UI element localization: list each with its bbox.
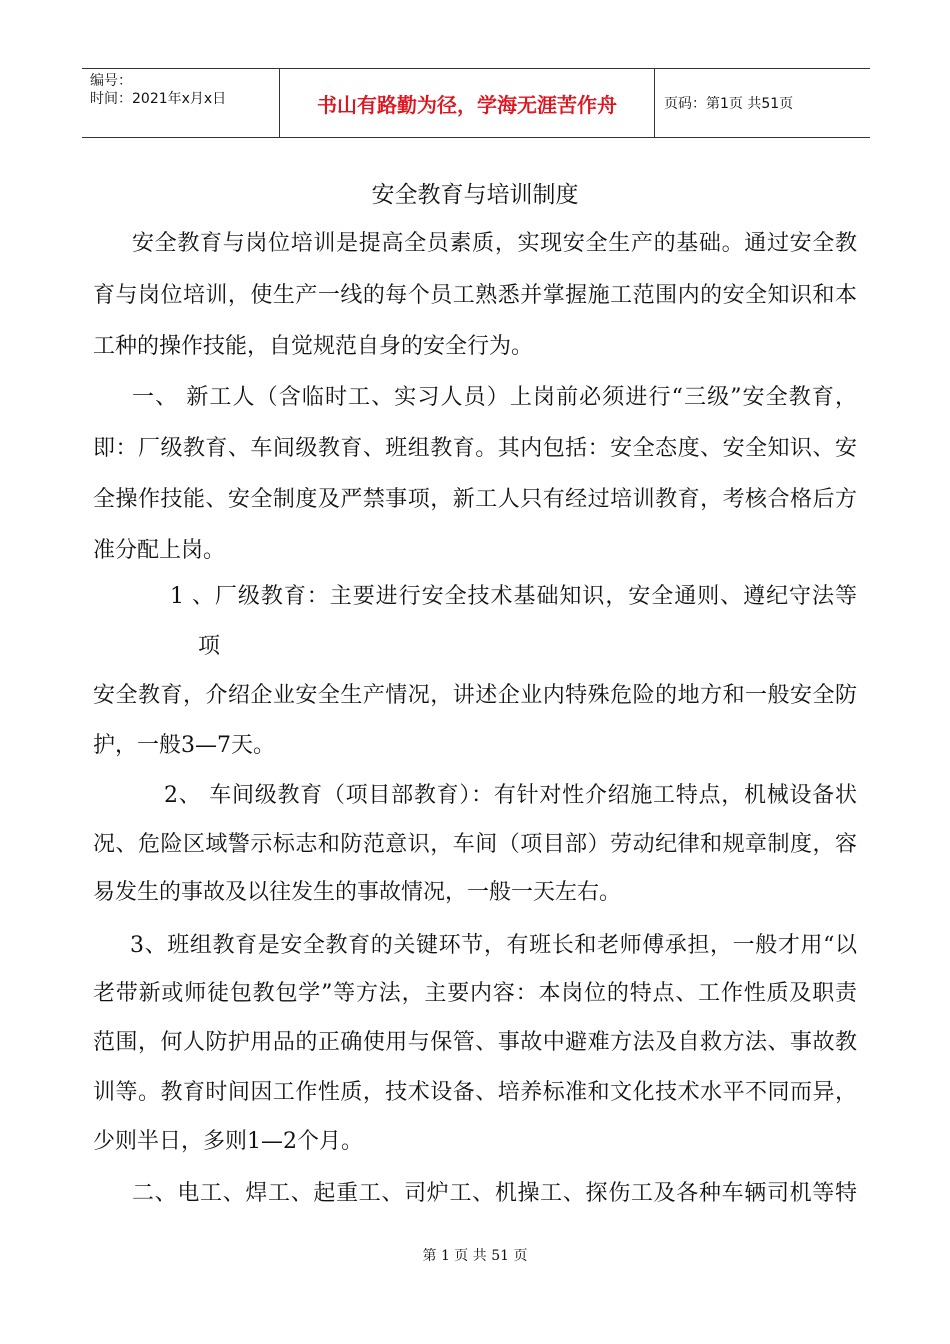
time-label: 时间：2021年x月x日 [90, 91, 227, 107]
document-title: 安全教育与培训制度 [371, 182, 579, 208]
header-motto: 书山有路勤为径，学海无涯苦作舟 [280, 69, 655, 137]
body-line: 2、 车间级教育（项目部教育）：有针对性介绍施工特点，机械设备状 [164, 783, 857, 808]
body-line: 1 、厂级教育：主要进行安全技术基础知识，安全通则、遵纪守法等 [170, 584, 857, 609]
body-line: 安全教育与岗位培训是提高全员素质，实现安全生产的基础。通过安全教 [132, 231, 857, 256]
number-label: 编号： [90, 73, 132, 89]
body-line: 准分配上岗。 [93, 538, 226, 563]
body-line: 训等。教育时间因工作性质，技术设备、培养标准和文化技术水平不同而异， [93, 1080, 857, 1105]
body-line: 二、电工、焊工、起重工、司炉工、机操工、探伤工及各种车辆司机等特 [132, 1181, 857, 1206]
body-line: 一、 新工人（含临时工、实习人员）上岗前必须进行“三级”安全教育， [132, 385, 857, 410]
body-line: 范围，何人防护用品的正确使用与保管、事故中避难方法及自救方法、事故教 [93, 1030, 857, 1055]
body-line: 项 [198, 634, 221, 659]
body-line: 育与岗位培训，使生产一线的每个员工熟悉并掌握施工范围内的安全知识和本 [93, 283, 857, 308]
body-line: 全操作技能、安全制度及严禁事项，新工人只有经过培训教育，考核合格后方 [93, 487, 857, 512]
body-line: 况、危险区域警示标志和防范意识，车间（项目部）劳动纪律和规章制度，容 [93, 832, 857, 857]
body-line: 3、班组教育是安全教育的关键环节，有班长和老师傅承担，一般才用“以 [130, 933, 857, 958]
document-header [82, 68, 870, 138]
body-line: 护，一般3—7天。 [93, 733, 275, 758]
body-line: 工种的操作技能，自觉规范自身的安全行为。 [93, 334, 534, 359]
body-line: 老带新或师徒包教包学”等方法，主要内容：本岗位的特点、工作性质及职责 [93, 981, 857, 1006]
header-page-info: 页码：第1页 共51页 [664, 96, 794, 112]
body-line: 少则半日，多则1—2个月。 [93, 1129, 363, 1154]
body-line: 安全教育，介绍企业安全生产情况，讲述企业内特殊危险的地方和一般安全防 [93, 683, 857, 708]
body-line: 易发生的事故及以往发生的事故情况，一般一天左右。 [93, 880, 622, 905]
header-meta [82, 69, 280, 137]
body-line: 即：厂级教育、车间级教育、班组教育。其内包括：安全态度、安全知识、安 [93, 436, 857, 461]
page-footer: 第 1 页 共 51 页 [422, 1248, 528, 1264]
